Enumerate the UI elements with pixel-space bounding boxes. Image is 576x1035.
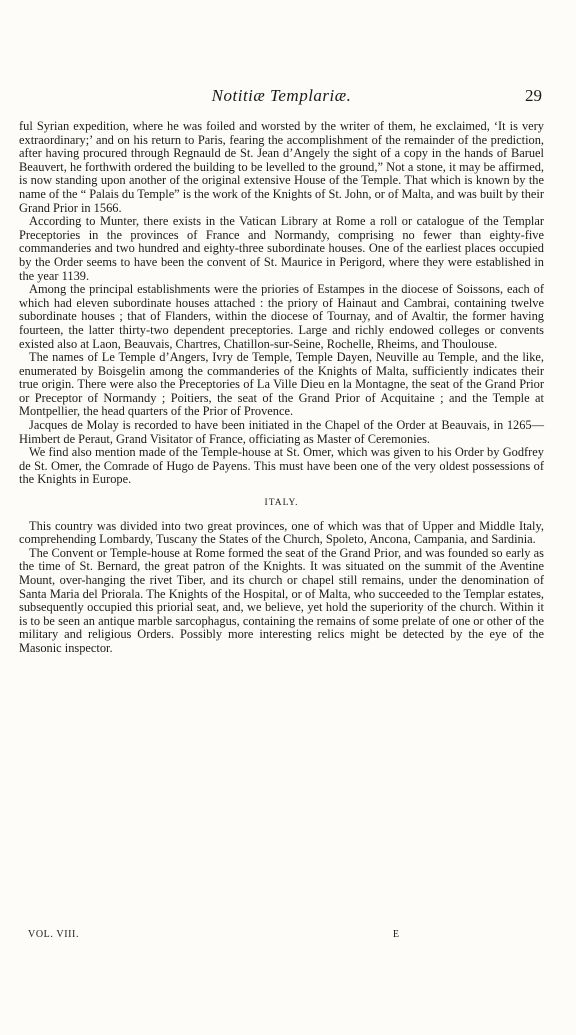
paragraph: Among the principal establishments were the priories of Estampes in the diocese of Soissons, each of which had eleven subordinate houses attached : the priory of Hainaut and Cambrai, containing twelve subordinate houses ; that of Flanders, within the diocese of Tournay, and of Avaltir, the former having fourteen, the latter thirty-two dependent preceptories. Large and richly endowed colleges or convents existed also at Laon, Beauvais, Chartres, Chatillon-sur-Seine, Rochelle, Rheims, and Thoulouse. (19, 282, 544, 351)
paragraph: According to Munter, there exists in the Vatican Library at Rome a roll or catalogue of the Templar Preceptories in the provinces of France and Normandy, comprising no fewer than eighty-five commanderies and two hundred and eighty-three subordinate houses. One of the earliest places occupied by the Order seems to have been the convent of St. Maurice in Perigord, where they were established in the year 1139. (19, 214, 544, 283)
paragraph: We find also mention made of the Temple-house at St. Omer, which was given to his Order by Godfrey de St. Omer, the Comrade of Hugo de Payens. This must have been one of the very oldest possessions of the Knights in Europe. (19, 445, 544, 487)
running-title: Notitiæ Templariæ. (211, 86, 352, 105)
page-footer (19, 929, 544, 945)
volume-signature: VOL. VIII. (28, 929, 80, 940)
body-text (19, 120, 544, 656)
page-header (19, 86, 544, 108)
section-heading-italy: ITALY. (264, 498, 299, 509)
paragraph: The Convent or Temple-house at Rome formed the seat of the Grand Prior, and was founded so early as the time of St. Bernard, the great patron of the Knights. It was situated on the summit of the Aventine Mount, over-hanging the rivet Tiber, and its church or chapel still remains, under the denomination of Santa Maria del Priorala. The Knights of the Hospital, or of Malta, who succeeded to the Templar estates, subsequently occupied this priorial seat, and, we believe, yet hold the superiority of the church. Within it is to be seen an antique marble sarcophagus, containing the remains of some prelate of one or other of the military and religious Orders. Possibly more interesting relics might be detected by the eye of the Masonic inspector. (19, 545, 544, 655)
page-number: 29 (525, 86, 542, 105)
paragraph: This country was divided into two great provinces, one of which was that of Upper and Middle Italy, comprehending Lombardy, Tuscany the States of the Church, Spoleto, Ancona, Campania, and Sardinia. (19, 518, 544, 547)
gathering-signature: E (392, 929, 399, 940)
paragraph: The names of Le Temple d’Angers, Ivry de Temple, Temple Dayen, Neuville au Temple, and the like, enumerated by Boisgelin among the commanderies of the Knights of Malta, sufficiently indicates their true origin. There were also the Preceptories of La Ville Dieu en la Montagne, the seat of the Grand Prior or Preceptor of Normandy ; Poitiers, the seat of the Grand Prior of Acquitaine ; and the Temple at Montpellier, the head quarters of the Prior of Provence. (19, 350, 544, 419)
paragraph: Jacques de Molay is recorded to have been initiated in the Chapel of the Order at Beauvais, in 1265—Himbert de Peraut, Grand Visitator of France, officiating as Master of Ceremonies. (19, 418, 544, 446)
paragraph: ful Syrian expedition, where he was foiled and worsted by the writer of them, he exclaimed, ‘It is very extraordinary;’ and on his return to Paris, fearing the accomplishment of the remainder of the prediction, after having procured through Regnauld de St. Jean d’Angely the sight of a copy in the hands of Baruel Beauvert, he forthwith ordered the building to be levelled to the ground,” Not a stone, it may be affirmed, is now standing upon another of the original extensive House of the Temple. That which is known by the name of the “ Palais du Temple” is the work of the Knights of St. John, or of Malta, and was built by their Grand Prior in 1566. (19, 119, 544, 215)
